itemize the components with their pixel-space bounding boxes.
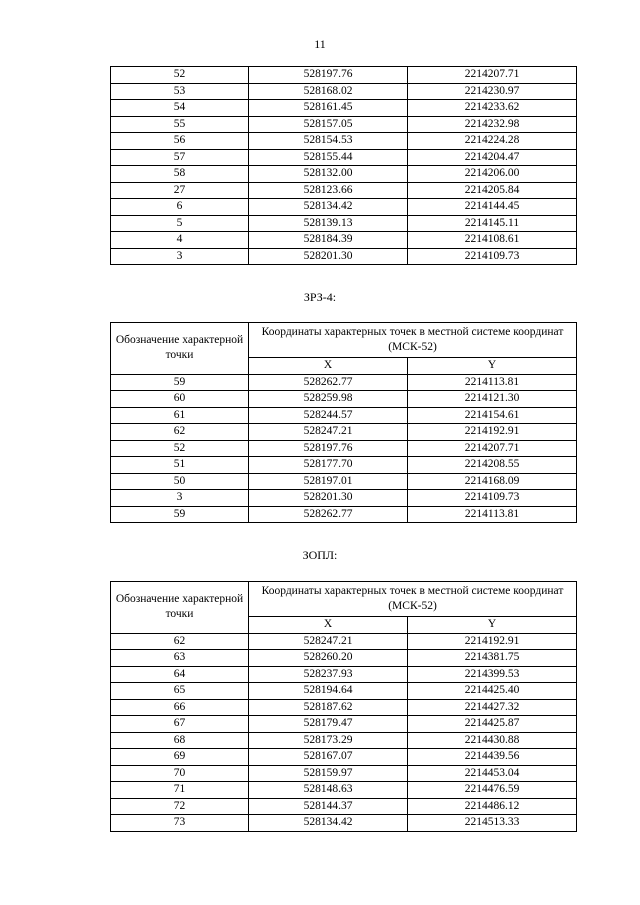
y-value-cell: 2214206.00 — [408, 166, 577, 183]
table-row — [111, 67, 577, 84]
x-value-cell: 528144.37 — [249, 798, 408, 815]
y-value-cell: 2214453.04 — [408, 765, 577, 782]
table-row — [111, 100, 577, 117]
table-row — [111, 650, 577, 667]
point-id-cell: 68 — [111, 732, 249, 749]
point-id-cell: 63 — [111, 650, 249, 667]
coordinates-table-continued — [110, 66, 577, 265]
table-body — [111, 633, 577, 831]
point-id-cell: 65 — [111, 683, 249, 700]
table-row — [111, 457, 577, 474]
point-id-cell: 58 — [111, 166, 249, 183]
table-row — [111, 215, 577, 232]
x-value-cell: 528155.44 — [249, 149, 408, 166]
point-id-cell: 52 — [111, 67, 249, 84]
header-y: Y — [408, 358, 577, 375]
x-value-cell: 528154.53 — [249, 133, 408, 150]
x-value-cell: 528167.07 — [249, 749, 408, 766]
header-x: X — [249, 617, 408, 634]
point-id-cell: 69 — [111, 749, 249, 766]
table-row — [111, 798, 577, 815]
point-id-cell: 71 — [111, 782, 249, 799]
point-id-cell: 55 — [111, 116, 249, 133]
y-value-cell: 2214109.73 — [408, 248, 577, 265]
x-value-cell: 528159.97 — [249, 765, 408, 782]
y-value-cell: 2214192.91 — [408, 633, 577, 650]
table-row — [111, 149, 577, 166]
x-value-cell: 528179.47 — [249, 716, 408, 733]
x-value-cell: 528139.13 — [249, 215, 408, 232]
y-value-cell: 2214144.45 — [408, 199, 577, 216]
page-number: 11 — [314, 37, 326, 51]
table-row — [111, 782, 577, 799]
point-id-cell: 5 — [111, 215, 249, 232]
table-row — [111, 716, 577, 733]
point-id-cell: 62 — [111, 424, 249, 441]
x-value-cell: 528201.30 — [249, 248, 408, 265]
table-row — [111, 424, 577, 441]
table-row — [111, 815, 577, 832]
table-header — [111, 323, 577, 375]
table-row — [111, 199, 577, 216]
table-row — [111, 166, 577, 183]
point-id-cell: 60 — [111, 391, 249, 408]
x-value-cell: 528173.29 — [249, 732, 408, 749]
table-body — [111, 67, 577, 265]
y-value-cell: 2214232.98 — [408, 116, 577, 133]
x-value-cell: 528259.98 — [249, 391, 408, 408]
x-value-cell: 528132.00 — [249, 166, 408, 183]
table-row — [111, 374, 577, 391]
y-value-cell: 2214430.88 — [408, 732, 577, 749]
y-value-cell: 2214427.32 — [408, 699, 577, 716]
table-row — [111, 83, 577, 100]
x-value-cell: 528184.39 — [249, 232, 408, 249]
y-value-cell: 2214109.73 — [408, 490, 577, 507]
point-id-cell: 53 — [111, 83, 249, 100]
x-value-cell: 528262.77 — [249, 374, 408, 391]
point-id-cell: 61 — [111, 407, 249, 424]
table-body — [111, 374, 577, 523]
y-value-cell: 2214113.81 — [408, 506, 577, 523]
coordinates-table-zrz-4 — [110, 322, 577, 523]
table-header — [111, 582, 577, 634]
y-value-cell: 2214224.28 — [408, 133, 577, 150]
x-value-cell: 528197.76 — [249, 67, 408, 84]
x-value-cell: 528123.66 — [249, 182, 408, 199]
point-id-cell: 59 — [111, 506, 249, 523]
x-value-cell: 528237.93 — [249, 666, 408, 683]
header-y: Y — [408, 617, 577, 634]
x-value-cell: 528262.77 — [249, 506, 408, 523]
header-x: X — [249, 358, 408, 375]
point-id-cell: 62 — [111, 633, 249, 650]
table-row — [111, 248, 577, 265]
point-id-cell: 3 — [111, 490, 249, 507]
x-value-cell: 528177.70 — [249, 457, 408, 474]
point-id-cell: 67 — [111, 716, 249, 733]
point-id-cell: 70 — [111, 765, 249, 782]
y-value-cell: 2214145.11 — [408, 215, 577, 232]
table-row — [111, 732, 577, 749]
x-value-cell: 528194.64 — [249, 683, 408, 700]
y-value-cell: 2214439.56 — [408, 749, 577, 766]
y-value-cell: 2214121.30 — [408, 391, 577, 408]
table-caption-zrz-4: ЗРЗ-4: — [303, 290, 337, 304]
point-id-cell: 56 — [111, 133, 249, 150]
table-row — [111, 749, 577, 766]
table-row — [111, 182, 577, 199]
y-value-cell: 2214205.84 — [408, 182, 577, 199]
x-value-cell: 528187.62 — [249, 699, 408, 716]
point-id-cell: 72 — [111, 798, 249, 815]
x-value-cell: 528244.57 — [249, 407, 408, 424]
table-caption-zopl: ЗОПЛ: — [302, 548, 338, 562]
table-row — [111, 232, 577, 249]
point-id-cell: 51 — [111, 457, 249, 474]
point-id-cell: 66 — [111, 699, 249, 716]
y-value-cell: 2214230.97 — [408, 83, 577, 100]
y-value-cell: 2214425.87 — [408, 716, 577, 733]
y-value-cell: 2214168.09 — [408, 473, 577, 490]
point-id-cell: 59 — [111, 374, 249, 391]
x-value-cell: 528134.42 — [249, 815, 408, 832]
header-point-designation: Обозначение характерной точки — [111, 582, 249, 634]
y-value-cell: 2214486.12 — [408, 798, 577, 815]
y-value-cell: 2214208.55 — [408, 457, 577, 474]
point-id-cell: 73 — [111, 815, 249, 832]
y-value-cell: 2214192.91 — [408, 424, 577, 441]
point-id-cell: 52 — [111, 440, 249, 457]
x-value-cell: 528247.21 — [249, 633, 408, 650]
y-value-cell: 2214399.53 — [408, 666, 577, 683]
x-value-cell: 528197.01 — [249, 473, 408, 490]
point-id-cell: 57 — [111, 149, 249, 166]
point-id-cell: 6 — [111, 199, 249, 216]
table-row — [111, 683, 577, 700]
x-value-cell: 528148.63 — [249, 782, 408, 799]
y-value-cell: 2214476.59 — [408, 782, 577, 799]
point-id-cell: 54 — [111, 100, 249, 117]
point-id-cell: 4 — [111, 232, 249, 249]
y-value-cell: 2214513.33 — [408, 815, 577, 832]
table-row — [111, 116, 577, 133]
table-row — [111, 133, 577, 150]
coordinates-table-zopl — [110, 581, 577, 832]
y-value-cell: 2214425.40 — [408, 683, 577, 700]
point-id-cell: 27 — [111, 182, 249, 199]
point-id-cell: 50 — [111, 473, 249, 490]
y-value-cell: 2214113.81 — [408, 374, 577, 391]
x-value-cell: 528201.30 — [249, 490, 408, 507]
table-row — [111, 407, 577, 424]
x-value-cell: 528161.45 — [249, 100, 408, 117]
y-value-cell: 2214108.61 — [408, 232, 577, 249]
table-row — [111, 506, 577, 523]
x-value-cell: 528134.42 — [249, 199, 408, 216]
x-value-cell: 528168.02 — [249, 83, 408, 100]
point-id-cell: 64 — [111, 666, 249, 683]
table-row — [111, 473, 577, 490]
header-coordinates: Координаты характерных точек в местной системе координат (МСК-52) — [249, 323, 577, 358]
y-value-cell: 2214154.61 — [408, 407, 577, 424]
table-row — [111, 699, 577, 716]
table-row — [111, 490, 577, 507]
y-value-cell: 2214381.75 — [408, 650, 577, 667]
y-value-cell: 2214204.47 — [408, 149, 577, 166]
table-row — [111, 666, 577, 683]
table-row — [111, 765, 577, 782]
header-coordinates: Координаты характерных точек в местной системе координат (МСК-52) — [249, 582, 577, 617]
y-value-cell: 2214233.62 — [408, 100, 577, 117]
header-point-designation: Обозначение характерной точки — [111, 323, 249, 375]
y-value-cell: 2214207.71 — [408, 67, 577, 84]
x-value-cell: 528247.21 — [249, 424, 408, 441]
table-row — [111, 633, 577, 650]
x-value-cell: 528157.05 — [249, 116, 408, 133]
point-id-cell: 3 — [111, 248, 249, 265]
x-value-cell: 528260.20 — [249, 650, 408, 667]
table-row — [111, 440, 577, 457]
table-row — [111, 391, 577, 408]
y-value-cell: 2214207.71 — [408, 440, 577, 457]
x-value-cell: 528197.76 — [249, 440, 408, 457]
